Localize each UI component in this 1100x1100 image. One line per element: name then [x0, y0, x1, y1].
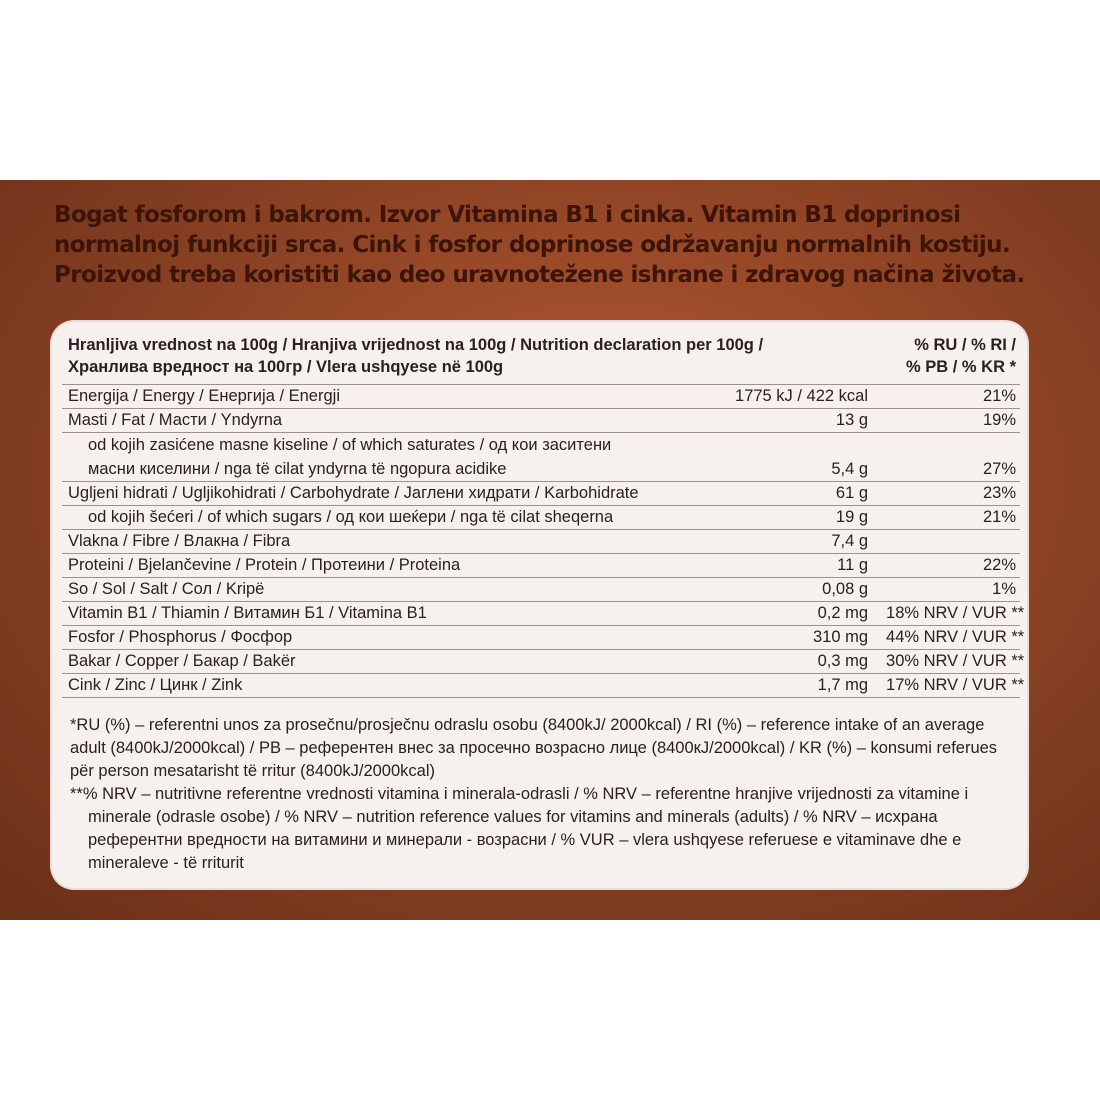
nutrition-table — [62, 334, 1025, 698]
footnote-ri: *RU (%) – referentni unos za prosečnu/prosječnu odraslu osobu (8400kJ/ 2000kcal) / RI (%) – reference intake of an average adult (8400kJ/2000kcal) / PB – референтен внес за просечно возрасно лице (8400кЈ/2000kcal) / KR (%) – konsumi referues për person mesatarisht të rritur (8400kJ/2000kcal) — [70, 716, 998, 780]
table-row — [62, 650, 1020, 674]
table-header — [62, 334, 1020, 385]
table-row — [62, 554, 1020, 578]
nutrient-name: od kojih zasićene masne kiseline / of which saturates / од кои заситени масни киселини / nga të cilat yndyrna të ngopura acidike — [62, 433, 662, 482]
table-row — [62, 530, 1020, 554]
table-row — [62, 506, 1020, 530]
nutrient-name: Masti / Fat / Масти / Yndyrna — [62, 409, 662, 433]
nutrient-amount: 13 g — [662, 409, 880, 433]
table-row — [62, 674, 1020, 698]
nutrient-amount: 0,2 mg — [662, 602, 880, 626]
nutrient-name: Bakar / Copper / Бакар / Bakër — [62, 650, 662, 674]
nutrient-percent: 18% NRV / VUR ** — [880, 602, 1020, 626]
nutrient-name: Vlakna / Fibre / Влакна / Fibra — [62, 530, 662, 554]
nutrient-percent — [880, 530, 1020, 554]
nutrient-percent: 19% — [880, 409, 1020, 433]
health-claims — [54, 200, 1054, 290]
claim-line: Bogat fosforom i bakrom. Izvor Vitamina B1 i cinka. Vitamin B1 doprinosi — [54, 202, 961, 228]
header-title: Hranljiva vrednost na 100g / Hranjiva vrijednost na 100g / Nutrition declaration per 100g / Хранлива вредност на 100гр / Vlera ushqyese në 100g — [68, 336, 764, 376]
nutrient-amount: 0,3 mg — [662, 650, 880, 674]
header-percent: % RU / % RI / % PB / % KR * — [905, 336, 1017, 376]
nutrient-name: Fosfor / Phosphorus / Фосфор — [62, 626, 662, 650]
nutrient-percent: 21% — [880, 385, 1020, 409]
nutrient-percent: 22% — [880, 554, 1020, 578]
footnote-nrv: **% NRV – nutritivne referentne vrednosti vitamina i minerala-odrasli / % NRV – referentne hranjive vrijednosti za vitamine i minerale (odrasle osobe) / % NRV – nutrition reference values for vitamins and minerals (adults) / % NRV – исхрана референтни вредности на витамини и минерали - возрасни / % VUR – vlera ushqyese referuese e vitaminave dhe e mineraleve - të rriturit — [70, 785, 969, 872]
footnotes — [70, 714, 1020, 875]
nutrient-percent: 17% NRV / VUR ** — [880, 674, 1020, 698]
nutrient-amount: 310 mg — [662, 626, 880, 650]
nutrient-name: So / Sol / Salt / Сол / Kripë — [62, 578, 662, 602]
nutrient-amount: 11 g — [662, 554, 880, 578]
nutrient-percent: 30% NRV / VUR ** — [880, 650, 1020, 674]
nutrient-amount: 0,08 g — [662, 578, 880, 602]
nutrient-amount: 1,7 mg — [662, 674, 880, 698]
table-row — [62, 482, 1020, 506]
nutrient-percent: 21% — [880, 506, 1020, 530]
nutrient-amount: 61 g — [662, 482, 880, 506]
nutrient-percent: 23% — [880, 482, 1020, 506]
nutrient-percent: 27% — [880, 433, 1020, 482]
nutrient-amount: 7,4 g — [662, 530, 880, 554]
nutrient-name: od kojih šećeri / of which sugars / од кои шеќери / nga të cilat sheqerna — [62, 506, 662, 530]
table-row — [62, 578, 1020, 602]
nutrient-name: Ugljeni hidrati / Ugljikohidrati / Carbohydrate / Јаглени хидрати / Karbohidrate — [62, 482, 662, 506]
nutrient-amount: 19 g — [662, 506, 880, 530]
table-row — [62, 409, 1020, 433]
nutrient-name: Vitamin B1 / Thiamin / Витамин Б1 / Vitamina B1 — [62, 602, 662, 626]
table-row — [62, 626, 1020, 650]
claim-line: normalnoj funkciji srca. Cink i fosfor doprinose održavanju normalnih kostiju. — [54, 232, 1011, 258]
nutrient-percent: 1% — [880, 578, 1020, 602]
table-row — [62, 433, 1020, 482]
table-row — [62, 385, 1020, 409]
nutrient-amount: 5,4 g — [662, 433, 880, 482]
nutrient-name: Energija / Energy / Енергија / Energji — [62, 385, 662, 409]
nutrient-name: Proteini / Bjelančevine / Protein / Протеини / Proteina — [62, 554, 662, 578]
table-row — [62, 602, 1020, 626]
nutrient-amount: 1775 kJ / 422 kcal — [662, 385, 880, 409]
claim-line: Proizvod treba koristiti kao deo uravnotežene ishrane i zdravog načina života. — [54, 262, 1025, 288]
nutrient-name: Cink / Zinc / Цинк / Zink — [62, 674, 662, 698]
nutrient-percent: 44% NRV / VUR ** — [880, 626, 1020, 650]
